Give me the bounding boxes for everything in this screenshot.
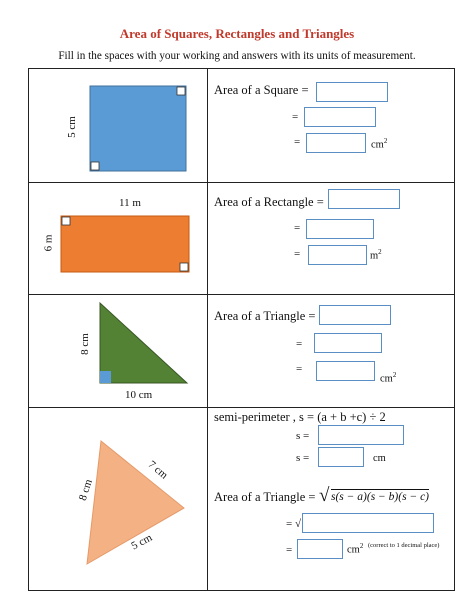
- right-triangle-answer-box-2[interactable]: [314, 333, 382, 353]
- semi-perimeter-unit: cm: [373, 453, 386, 464]
- square-diagram: [29, 69, 207, 182]
- square-answer-cell: [208, 69, 455, 183]
- worksheet-instructions: Fill in the spaces with your working and answers with its units of measurement.: [58, 50, 416, 62]
- scalene-triangle-figure-cell: [29, 408, 208, 591]
- equals-sign: =: [294, 222, 301, 234]
- semi-perimeter-formula: semi-perimeter , s = (a + b +c) ÷ 2: [214, 410, 386, 424]
- square-unit: $cm^2$: [371, 137, 388, 151]
- scalene-side-a-label: 8 cm: [76, 477, 95, 503]
- equals-sqrt-label: = √: [286, 518, 301, 530]
- scalene-triangle-row: [29, 408, 455, 591]
- rectangle-unit: $m^2$: [370, 248, 382, 262]
- equals-sign: =: [296, 363, 303, 375]
- s-equals-label: s =: [296, 452, 310, 464]
- heron-unit: $cm^2$: [347, 542, 364, 556]
- right-triangle-answer-box-1[interactable]: [319, 305, 391, 325]
- square-figure-cell: [29, 69, 208, 183]
- rounding-note: (correct to 1 decimal place): [368, 542, 440, 549]
- right-triangle-row: [29, 295, 455, 408]
- heron-answer-box[interactable]: [297, 539, 343, 559]
- rectangle-area-prompt: Area of a Rectangle =: [214, 195, 324, 209]
- s-equals-label: s =: [296, 430, 310, 442]
- right-triangle-unit: $cm^2$: [380, 371, 397, 385]
- scalene-side-c-label: 5 cm: [129, 531, 155, 553]
- square-answer-box-1[interactable]: [316, 82, 388, 102]
- scalene-side-b-label: 7 cm: [145, 458, 171, 482]
- semi-perimeter-answer-box[interactable]: [318, 447, 364, 467]
- right-triangle-base-label: 10 cm: [125, 389, 153, 401]
- equals-sign: =: [286, 544, 293, 556]
- rectangle-width-label: 11 m: [119, 197, 141, 209]
- equals-sign: =: [294, 136, 301, 148]
- right-triangle-answer-cell: [208, 295, 455, 408]
- scalene-triangle-diagram: [29, 408, 207, 590]
- heron-formula: s(s − a)(s − b)(s − c): [331, 491, 430, 503]
- rectangle-answer-cell: [208, 183, 455, 295]
- equals-sign: =: [292, 111, 299, 123]
- worksheet-title: Area of Squares, Rectangles and Triangles: [119, 26, 355, 41]
- rectangle-answer-box-1[interactable]: [328, 189, 400, 209]
- worksheet-table: [28, 68, 455, 591]
- rectangle-diagram: [29, 183, 207, 294]
- right-triangle-diagram: [29, 295, 207, 407]
- rectangle-row: [29, 183, 455, 295]
- equals-sign: =: [294, 248, 301, 260]
- heron-area-prompt: Area of a Triangle =: [214, 490, 316, 504]
- rectangle-figure-cell: [29, 183, 208, 295]
- scalene-triangle-answer-cell: [208, 408, 455, 591]
- square-side-label: 5 cm: [65, 116, 78, 138]
- square-area-prompt: Area of a Square =: [214, 83, 309, 97]
- rectangle-answer-box-3[interactable]: [308, 245, 367, 265]
- right-triangle-answer-box-3[interactable]: [316, 361, 375, 381]
- right-triangle-height-label: 8 cm: [78, 333, 91, 355]
- right-triangle-figure-cell: [29, 295, 208, 408]
- equals-sign: =: [296, 338, 303, 350]
- rectangle-height-label: 6 m: [42, 234, 55, 252]
- square-answer-box-3[interactable]: [306, 133, 366, 153]
- square-root-symbol: √: [319, 485, 330, 506]
- right-triangle-area-prompt: Area of a Triangle =: [214, 309, 316, 323]
- heron-working-box[interactable]: [302, 513, 434, 533]
- square-answer-box-2[interactable]: [304, 107, 376, 127]
- rectangle-answer-box-2[interactable]: [306, 219, 374, 239]
- square-row: [29, 69, 455, 183]
- semi-perimeter-working-box[interactable]: [318, 425, 404, 445]
